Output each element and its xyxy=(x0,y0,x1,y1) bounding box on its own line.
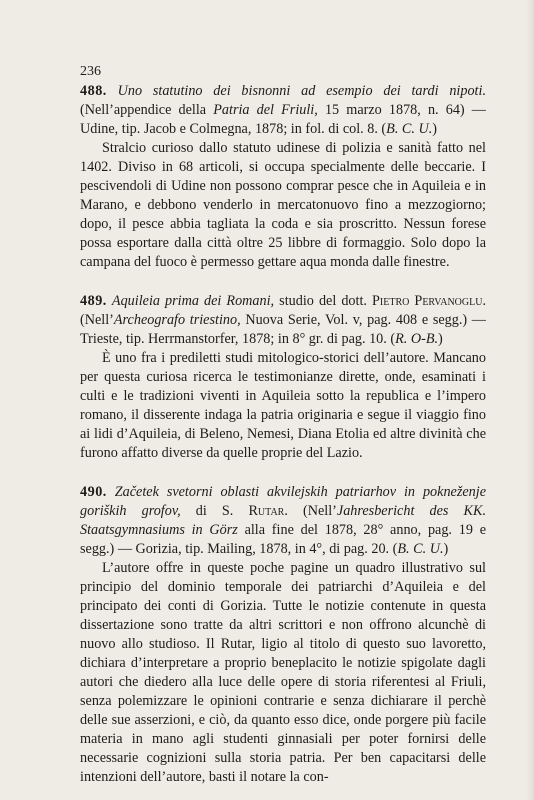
entry-title: Aquileia prima dei Romani, xyxy=(111,293,275,309)
citation-text: . (Nell’ xyxy=(80,293,486,328)
entry-heading xyxy=(80,292,486,349)
page-number: 236 xyxy=(80,64,101,79)
entry-number: 488 . xyxy=(80,83,107,99)
body-paragraph: Stralcio curioso dallo statuto udinese di polizia e sanità fatto nel 1402. Diviso in 68 articoli, si occupa specialmente delle beccarie. I pescivendoli di Udine non possono comprar pesce che in Aquileia e in Marano, e debbono venderlo in mercatonuovo fino a mezzogiorno; dopo, il pesce abbia tagliata la coda e sia proscritto. Nessun forese possa esportare dalla città oltre 25 libbre di formaggio. Solo dopo la campana del fuoco è permesso gettare aqua monda dalle finestre. xyxy=(80,140,486,270)
citation-text: di S. xyxy=(180,503,249,519)
citation-sigla: R. O-B. xyxy=(395,331,439,347)
citation-text: 15 marzo 1878, n. 64) — Udine, tip. Jacob e Colmegna, 1878; in fol. di col. 8. ( xyxy=(80,102,486,137)
bibliography-entry-488 xyxy=(80,82,486,272)
body-paragraph: L’autore offre in queste poche pagine un quadro illustrativo sul principio del dominio temporale dei patriarchi d’Aquileia e del principato dei conti di Gorizia. Tutte le notizie contenute in questa dissertazione sono tratte da altri scrittori e non offrono alcunchè di nuovo allo studioso. Il Rutar, ligio al titolo di questo suo lavoretto, dichiara d’interpretare a proprio beneplacito le notizie spigolate dagli autori che diedero alla luce delle opere di storia riferentesi al Friuli, senza polemizzare le opinioni contrarie e senza dichiarare il perchè delle sue asserzioni, e ciò, da quanto esso dice, onde porgere più facile materia in mano agli studenti ginnasiali per poter fornirsi delle necessarie cognizioni sulla storia patria. Per ben capacitarsi delle intenzioni dell’autore, basti il notare la con- xyxy=(80,560,486,785)
entry-body xyxy=(80,349,486,463)
entry-body xyxy=(80,559,486,787)
author-name: Pietro Pervanoglu xyxy=(372,293,483,309)
page-edge-shadow xyxy=(526,0,534,800)
body-paragraph: È uno fra i prediletti studi mitologico-storici dell’autore. Mancano per questa curiosa ricerca le testimonianze dirette, onde, esaminati i culti e le tradizioni viventi in Aquileia sotto la republica e l’impero romano, il disserente indaga la patria originaria e segue il viaggio fino ai lidi d’Aquileia, di Beleno, Nemesi, Diana Etolia ed altre divinità che furono affatto diverse da quelle proprie del Lazio. xyxy=(80,350,486,461)
bibliography-entry-490 xyxy=(80,483,486,787)
entry-spacer xyxy=(80,272,486,292)
entry-number: 489 . xyxy=(80,293,107,309)
entry-number: 490 . xyxy=(80,484,107,500)
citation-text: alla fine del 1878, 28° anno, pag. 19 e segg.) — Gorizia, tip. Mailing, 1878, in 4°, di pag. 20. ( xyxy=(80,522,486,557)
entry-title: Začetek svetorni oblasti akvilejskih patriarhov in pokneženje goriških grofov, xyxy=(80,484,486,519)
bibliography-entry-489 xyxy=(80,292,486,463)
author-name: Rutar xyxy=(248,503,285,519)
citation-text: (Nell’appendice della xyxy=(80,102,214,118)
citation-sigla: B. C. U. xyxy=(397,541,444,557)
citation-source: Archeografo triestino, xyxy=(113,312,241,328)
citation-text: ) xyxy=(443,541,449,557)
entry-spacer xyxy=(80,463,486,483)
citation-text: ) xyxy=(438,331,443,347)
citation-source: Patria del Friuli, xyxy=(213,102,318,118)
citation-source: Jahresbericht des KK. Staatsgymnasiums in Görz xyxy=(80,503,487,538)
entry-heading xyxy=(80,82,486,139)
entry-title: Uno statutino dei bisnonni ad esempio dei tardi nipoti. xyxy=(117,83,486,99)
citation-sigla: B. C. U. xyxy=(386,121,433,137)
entry-heading xyxy=(80,483,486,559)
citation-text: ) xyxy=(432,121,438,137)
citation-text: . (Nell’ xyxy=(284,503,337,519)
citation-text: studio del dott. xyxy=(274,293,373,309)
entry-body xyxy=(80,139,486,272)
citation-text: Nuova Serie, Vol. v, pag. 408 e segg.) — Trieste, tip. Herrmanstorfer, 1878; in 8° gr. di pag. 10. ( xyxy=(80,312,486,347)
